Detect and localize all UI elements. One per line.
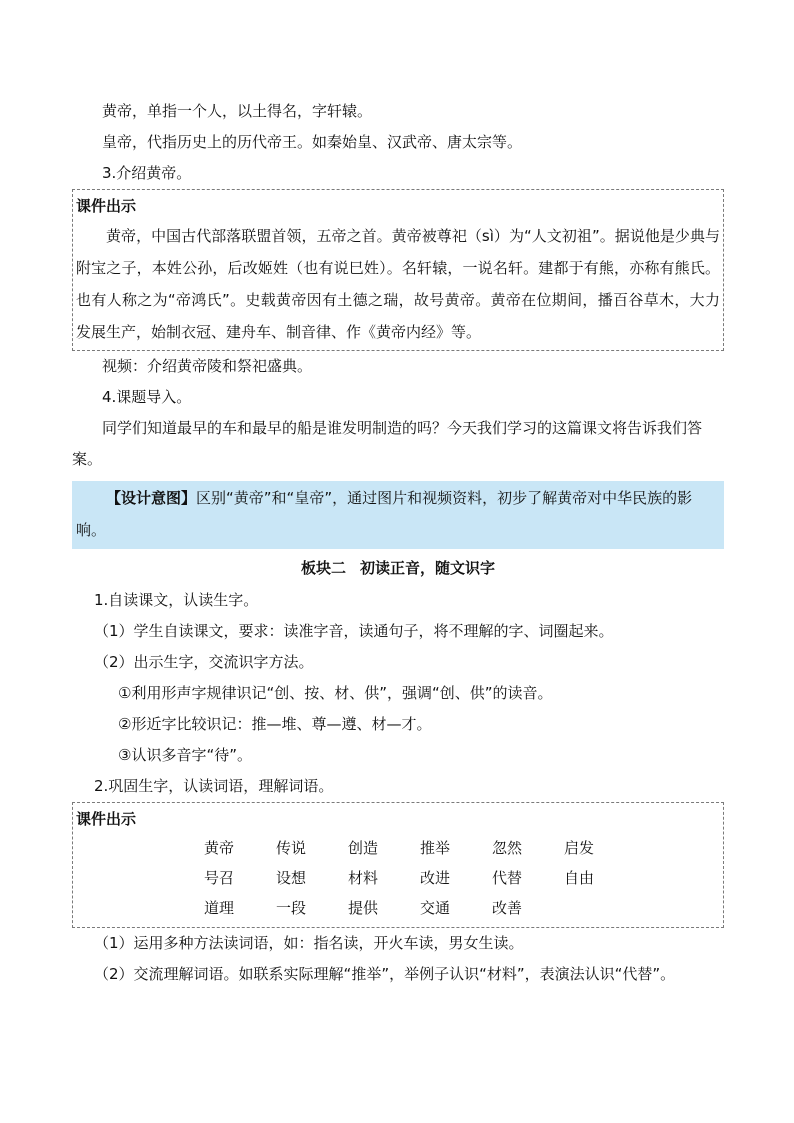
step-1-sub-2-b: ②形近字比较识记：推—堆、尊—遵、材—才。	[118, 715, 432, 733]
paragraph-lesson-intro: 同学们知道最早的车和最早的船是谁发明制造的吗？今天我们学习的这篇课文将告诉我们答案。	[72, 419, 703, 468]
section-number: 板块二	[300, 559, 346, 577]
step-1-sub-2-a: ①利用形声字规律识记“创、按、材、供”，强调“创、供”的读音。	[118, 684, 553, 702]
design-intent-text: 区别“黄帝”和“皇帝”，通过图片和视频资料，初步了解黄帝对中华民族的影响。	[76, 489, 693, 539]
vocabulary-word: 一段	[276, 899, 307, 917]
step-1-sub-2-c: ③认识多音字“待”。	[118, 746, 252, 764]
vocabulary-word: 设想	[276, 869, 307, 887]
vocabulary-word: 号召	[204, 869, 235, 887]
design-intent-tag: 【设计意图】	[106, 489, 197, 507]
vocabulary-word: 道理	[204, 899, 235, 917]
design-intent-box	[72, 481, 724, 549]
step-1-heading: 1.自读课文，认读生字。	[94, 591, 259, 609]
vocabulary-word: 提供	[348, 899, 379, 917]
vocabulary-word: 推举	[420, 839, 451, 857]
step-4-heading: 4.课题导入。	[102, 388, 192, 406]
courseware-box-title: 课件出示	[76, 197, 137, 215]
courseware-box-intro	[72, 189, 724, 351]
courseware-box-title: 课件出示	[76, 810, 137, 828]
step-2-sub-2: （2）交流理解词语。如联系实际理解“推举”，举例子认识“材料”，表演法认识“代替”。	[94, 965, 676, 983]
vocabulary-word: 材料	[348, 869, 379, 887]
vocabulary-word: 代替	[492, 869, 523, 887]
section-name: 初读正音，随文识字	[360, 559, 496, 577]
vocabulary-word: 改进	[420, 869, 451, 887]
vocabulary-word: 交通	[420, 899, 451, 917]
vocabulary-word: 忽然	[492, 839, 523, 857]
courseware-box-body: 黄帝，中国古代部落联盟首领，五帝之首。黄帝被尊祀（sì）为“人文初祖”。据说他是少典与附宝之子，本姓公孙，后改姬姓（也有说巳姓）。名轩辕，一说名轩。建都于有熊，亦称有熊氏。也有人称之为“帝鸿氏”。史载黄帝因有土德之瑞，故号黄帝。黄帝在位期间，播百谷草木，大力发展生产，始制衣冠、建舟车、制音律、作《黄帝内经》等。	[76, 227, 720, 341]
step-1-sub-2: （2）出示生字，交流识字方法。	[94, 653, 314, 671]
courseware-box-vocabulary	[72, 802, 724, 928]
vocabulary-word: 启发	[564, 839, 595, 857]
vocabulary-grid	[76, 833, 720, 925]
vocabulary-word: 创造	[348, 839, 379, 857]
step-2-sub-1: （1）运用多种方法读词语，如：指名读，开火车读，男女生读。	[94, 934, 524, 952]
section-heading	[72, 551, 724, 585]
step-1-sub-1: （1）学生自读课文，要求：读准字音，读通句子，将不理解的字、词圈起来。	[94, 622, 614, 640]
step-2-heading: 2.巩固生字，认读词语，理解词语。	[94, 777, 334, 795]
vocabulary-word: 黄帝	[204, 839, 235, 857]
vocabulary-word: 自由	[564, 869, 595, 887]
step-3-heading: 3.介绍黄帝。	[102, 164, 192, 182]
paragraph-video: 视频：介绍黄帝陵和祭祀盛典。	[102, 357, 313, 375]
paragraph-huangdi-definition: 黄帝，单指一个人，以土得名，字轩辕。	[102, 102, 373, 120]
vocabulary-word: 传说	[276, 839, 307, 857]
paragraph-huangdi-emperor-definition: 皇帝，代指历史上的历代帝王。如秦始皇、汉武帝、唐太宗等。	[102, 133, 523, 151]
document-page	[72, 96, 724, 990]
vocabulary-word: 改善	[492, 899, 523, 917]
